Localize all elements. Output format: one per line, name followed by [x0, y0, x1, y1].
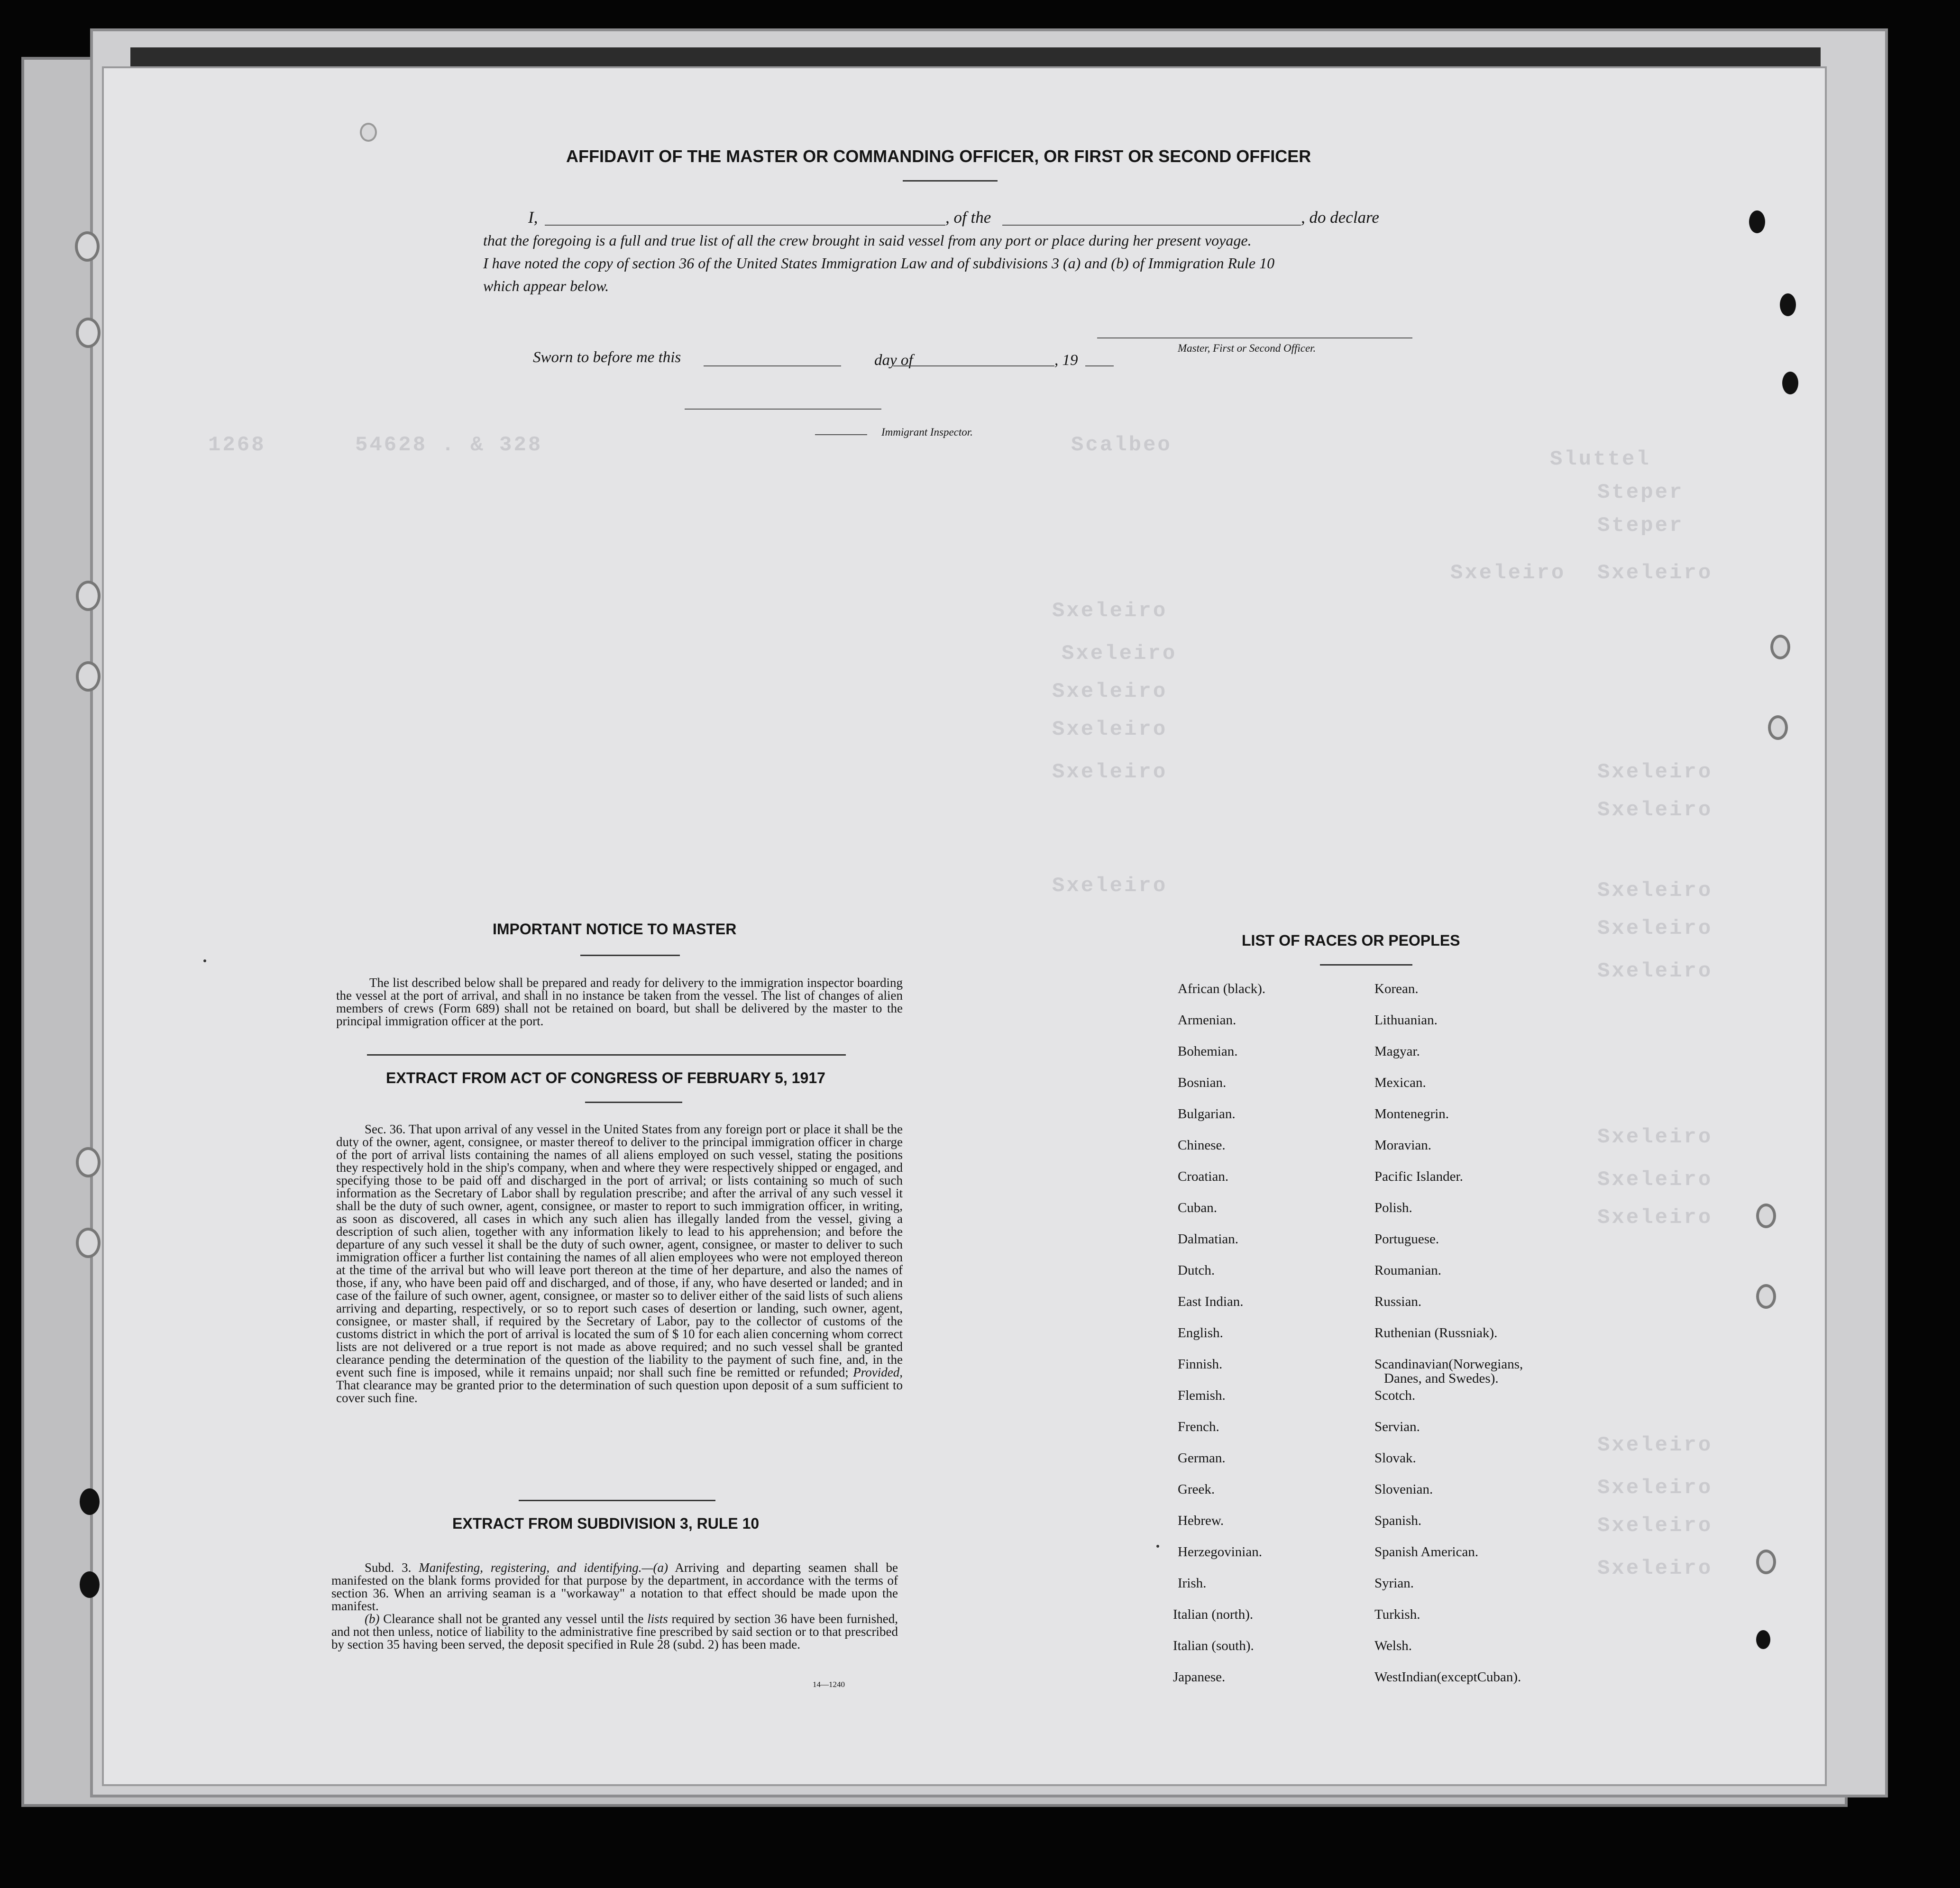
binder-hole-ring-icon: [1768, 715, 1788, 740]
race-item: Magyar.: [1374, 1044, 1420, 1059]
race-item: Russian.: [1374, 1294, 1422, 1309]
race-item: Croatian.: [1178, 1169, 1229, 1184]
race-item: Montenegrin.: [1374, 1106, 1449, 1122]
binder-hole-ring-icon: [76, 661, 101, 692]
binder-hole-ring-icon: [76, 1147, 101, 1177]
binder-hole-ring-icon: [1756, 1550, 1776, 1574]
race-item: Scotch.: [1374, 1388, 1416, 1403]
race-item: Syrian.: [1374, 1576, 1414, 1591]
binder-hole-icon: [1782, 372, 1798, 394]
day-of-label: day of: [874, 352, 913, 369]
race-item: Armenian.: [1178, 1012, 1236, 1028]
race-item: Greek.: [1178, 1482, 1215, 1497]
binder-hole-ring-icon: [1756, 1284, 1776, 1309]
sworn-label: Sworn to before me this: [533, 349, 681, 366]
race-item: Finnish.: [1178, 1357, 1223, 1372]
rule-text-a: [331, 1561, 898, 1613]
binder-hole-ring-icon: [75, 231, 100, 262]
race-item: Spanish.: [1374, 1513, 1422, 1528]
race-item: Roumanian.: [1374, 1263, 1441, 1278]
name-blank-line: [545, 225, 945, 226]
year-label: , 19: [1054, 352, 1078, 369]
section-divider: [367, 1054, 846, 1056]
rule-a-body: Arriving and departing seamen shall be manifested on the blank forms provided for that purpose by the department, in accordance with the terms of section 36. When an arriving seaman is a "workaway" a notation to that effect should be made upon the manifest.: [331, 1560, 898, 1613]
affidavit-text-line-4: which appear below.: [483, 277, 609, 294]
subd-heading: Manifesting, registering, and identifying.—(a): [419, 1560, 668, 1575]
small-circle-icon: [360, 123, 377, 142]
race-item: Dutch.: [1178, 1263, 1215, 1278]
rule-b-body-2: required by section 36 have been furnished, and not then unless, notice of liability to the administrative fine prescribed by said section or to that prescribed by section 35 having been served, the deposit specified in Rule 28 (subd. 2) has been made.: [331, 1612, 898, 1651]
binder-hole-ring-icon: [1770, 635, 1790, 659]
notice-text: The list described below shall be prepared and ready for delivery to the immigration inspector boarding the vessel at the port of arrival, and shall in no instance be taken from the vessel. The list of changes of alien members of crews (Form 689) shall not be retained on board, but shall be delivered by the master to the principal immigration officer at the port.: [336, 976, 903, 1028]
act-title: EXTRACT FROM ACT OF CONGRESS OF FEBRUARY 5, 1917: [386, 1069, 825, 1086]
affidavit-text-line-3: I have noted the copy of section 36 of the United States Immigration Law and of subdivisions 3 (a) and (b) of Immigration Rule 10: [483, 255, 1275, 272]
binder-hole-ring-icon: [76, 1228, 101, 1258]
provided-word: Provided,: [853, 1365, 903, 1379]
races-underline: [1320, 964, 1412, 966]
race-item: Turkish.: [1374, 1607, 1420, 1622]
race-item: Italian (south).: [1173, 1638, 1254, 1653]
inspector-caption: Immigrant Inspector.: [881, 426, 973, 438]
act-text: [336, 1123, 903, 1405]
race-item: Bohemian.: [1178, 1044, 1238, 1059]
race-item: French.: [1178, 1419, 1219, 1434]
inspector-signature-line: [685, 409, 881, 410]
race-item: East Indian.: [1178, 1294, 1244, 1309]
section-divider-2: [519, 1500, 715, 1501]
race-item: African (black).: [1178, 981, 1266, 996]
signature-line: [1097, 337, 1412, 338]
binder-hole-icon: [80, 1488, 100, 1515]
race-item: Slovak.: [1374, 1450, 1416, 1466]
act-body-end: That clearance may be granted prior to the determination of such question upon deposit of a sum sufficient to cover such fine.: [336, 1378, 903, 1405]
race-item: Pacific Islander.: [1374, 1169, 1463, 1184]
binder-hole-ring-icon: [76, 581, 101, 611]
race-item: Italian (north).: [1173, 1607, 1254, 1622]
race-item: Chinese.: [1178, 1138, 1226, 1153]
notice-title: IMPORTANT NOTICE TO MASTER: [493, 921, 737, 938]
races-title: LIST OF RACES OR PEOPLES: [1242, 932, 1460, 949]
race-item: Herzegovinian.: [1178, 1544, 1262, 1560]
race-item: Slovenian.: [1374, 1482, 1433, 1497]
vessel-blank-line: [1002, 225, 1301, 226]
signature-caption: Master, First or Second Officer.: [1178, 342, 1316, 354]
race-item: Dalmatian.: [1178, 1231, 1239, 1247]
race-item: Portuguese.: [1374, 1231, 1439, 1247]
year-blank-line: [1085, 365, 1114, 366]
affidavit-declare-label: , do declare: [1301, 208, 1379, 227]
rule-text-b: [331, 1613, 898, 1651]
race-item: Moravian.: [1374, 1138, 1431, 1153]
b-label: (b): [365, 1612, 380, 1626]
sec-label: Sec. 36.: [365, 1122, 406, 1136]
race-item: Welsh.: [1374, 1638, 1412, 1653]
mark-dot: [1156, 1545, 1159, 1548]
day-blank-line: [704, 365, 841, 366]
rule-title: EXTRACT FROM SUBDIVISION 3, RULE 10: [452, 1515, 760, 1532]
race-item: Polish.: [1374, 1200, 1412, 1215]
mark-dot: [203, 959, 206, 962]
race-item: WestIndian(exceptCuban).: [1374, 1669, 1521, 1685]
binder-hole-icon: [1749, 210, 1765, 233]
race-item: Spanish American.: [1374, 1544, 1479, 1560]
inspector-dash: [815, 434, 867, 435]
race-item: German.: [1178, 1450, 1226, 1466]
race-item: Japanese.: [1173, 1669, 1226, 1685]
race-item: Servian.: [1374, 1419, 1420, 1434]
act-underline: [585, 1102, 682, 1103]
binder-hole-ring-icon: [1756, 1204, 1776, 1228]
month-blank-line: [893, 365, 1054, 366]
binder-hole-icon: [1756, 1630, 1770, 1649]
affidavit-title: AFFIDAVIT OF THE MASTER OR COMMANDING OFFICER, OR FIRST OR SECOND OFFICER: [566, 146, 1311, 166]
form-number: 14—1240: [813, 1680, 845, 1689]
subd-label: Subd. 3.: [365, 1560, 412, 1575]
bleed-through-texture: 1268 54628 . & 328 Scalbeo Sluttel Steper Steper Sxeleiro Sxeleiro Sxeleiro Sxeleiro Sxeleiro Sxeleiro Sxeleiro Sxeleiro Sxeleiro Sxeleiro Sxeleiro Sxeleiro Sxeleiro Sxeleiro Sxeleiro Sxeleiro Sxeleiro Sxeleiro Sxeleiro Sxeleiro: [208, 433, 1713, 1580]
race-item: Hebrew.: [1178, 1513, 1224, 1528]
race-item: Irish.: [1178, 1576, 1207, 1591]
rule-b-body-1: Clearance shall not be granted any vessel until the: [383, 1612, 644, 1626]
race-item: Danes, and Swedes).: [1384, 1371, 1499, 1386]
race-item: Flemish.: [1178, 1388, 1226, 1403]
affidavit-of-the-label: , of the: [945, 208, 991, 227]
lists-word: lists: [647, 1612, 668, 1626]
manifest-back-page: [102, 66, 1827, 1786]
race-item: Scandinavian(Norwegians,: [1374, 1357, 1523, 1372]
act-body: That upon arrival of any vessel in the United States from any foreign port or place it shall be the duty of the owner, agent, consignee, or master thereof to deliver to the principal immigration officer in charge of the port of arrival lists containing the names of all aliens employed on such vessel, stating the positions they respectively hold in the ship's company, when and where they were respectively shipped or engaged, and specifying those to be paid off and discharged in the port of arrival; or lists containing so much of such information as the Secretary of Labor shall by regulation prescribe; and after the arrival of any such vessel it shall be the duty of such owner, agent, consignee, or master to report to such immigration officer, in writing, as soon as discovered, all cases in which any such alien has illegally landed from the vessel, giving a description of such alien, together with any information likely to lead to his apprehension; and before the departure of any such vessel it shall be the duty of such owner, agent, consignee, or master to deliver to such immigration officer a further list containing the names of all alien employees who were not employed thereon at the time of the arrival but who will leave port thereon at the time of her departure, and also the names of those, if any, who have been paid off and discharged, and of those, if any, who have deserted or landed; and in case of the failure of such owner, agent, consignee, or master so to deliver either of the said lists of such aliens arriving and departing, respectively, or so to report such cases of desertion or landing, such owner, agent, consignee, or master shall, if required by the Secretary of Labor, pay to the collector of customs of the customs district in which the port of arrival is located the sum of $ 10 for each alien concerning whom correct lists are not delivered or a true report is not made as above required; and no such vessel shall be granted clearance pending the determination of the question of the liability to the payment of such fine, and, in the event such fine is imposed, while it remains unpaid; nor shall such fine be remitted or refunded;: [336, 1122, 903, 1379]
race-item: Bulgarian.: [1178, 1106, 1236, 1122]
race-item: Korean.: [1374, 981, 1419, 996]
affidavit-text-line-2: that the foregoing is a full and true list of all the crew brought in said vessel from any port or place during her present voyage.: [483, 232, 1252, 249]
top-binding-band: [130, 47, 1821, 69]
race-item: Bosnian.: [1178, 1075, 1227, 1090]
title-underline: [903, 180, 998, 182]
race-item: Lithuanian.: [1374, 1012, 1438, 1028]
race-item: English.: [1178, 1325, 1223, 1341]
affidavit-i-label: I,: [528, 208, 538, 227]
binder-hole-icon: [1780, 293, 1796, 316]
notice-underline: [580, 955, 680, 956]
race-item: Cuban.: [1178, 1200, 1217, 1215]
binder-hole-ring-icon: [76, 318, 101, 348]
race-item: Ruthenian (Russniak).: [1374, 1325, 1498, 1341]
race-item: Mexican.: [1374, 1075, 1426, 1090]
binder-hole-icon: [80, 1571, 100, 1598]
